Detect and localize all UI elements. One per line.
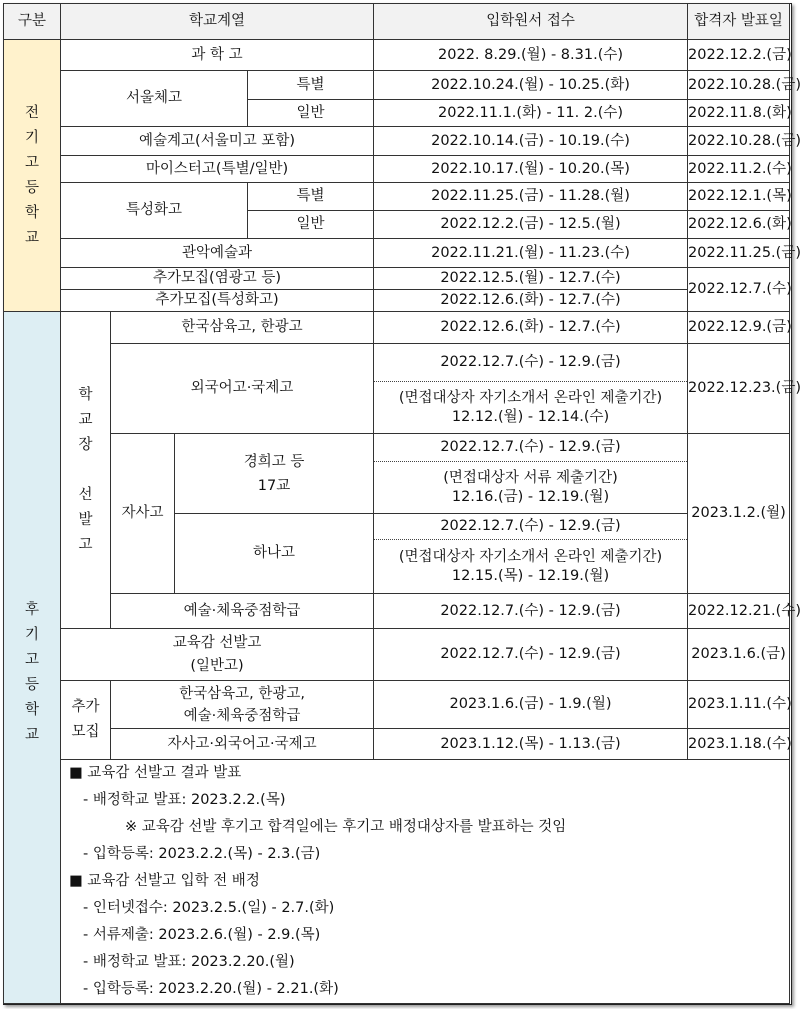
notes-row (4, 760, 790, 1004)
application-period: 2022.12.6.(화) - 12.7.(수) (374, 290, 688, 312)
announce-date: 2022.11.2.(수) (688, 156, 790, 183)
school-name: 한국삼육고, 한광고, 예술·체육중점학급 (111, 681, 374, 729)
jasago-label: 자사고 (111, 434, 175, 594)
notes-cell (61, 760, 790, 1004)
note-item: - 배정학교 발표: 2023.2.2.(목) (83, 792, 286, 808)
announce-date: 2022.11.8.(화) (688, 100, 790, 127)
school-name: 관악예술과 (61, 239, 374, 268)
school-group: 특성화고 (61, 183, 248, 239)
announce-date: 2023.1.6.(금) (688, 629, 790, 681)
document-period (374, 382, 688, 434)
table-row (4, 434, 790, 462)
school-name: 외국어고·국제고 (111, 344, 374, 434)
document-period-label: (면접대상자 서류 제출기간) (443, 469, 618, 486)
school-subtype: 일반 (248, 100, 374, 127)
application-period: 2022.12.7.(수) - 12.9.(금) (374, 594, 688, 629)
note-remark: ※ 교육감 선발 후기고 합격일에는 후기고 배정대상자를 발표하는 것임 (125, 819, 567, 835)
school-name: 추가모집(염광고 등) (61, 268, 374, 290)
application-period: 2022.12.7.(수) - 12.9.(금) (374, 514, 688, 540)
table-row (4, 156, 790, 183)
principal-selection-label: 학 교 장 선 발 고 (61, 312, 111, 629)
note-item: - 입학등록: 2023.2.2.(목) - 2.3.(금) (83, 846, 321, 862)
school-name: 교육감 선발고 (일반고) (61, 629, 374, 681)
application-period: 2022.12.2.(금) - 12.5.(월) (374, 211, 688, 239)
table-row (4, 344, 790, 382)
school-name: 추가모집(특성화고) (61, 290, 374, 312)
school-name: 한국삼육고, 한광고 (111, 312, 374, 344)
announce-date: 2022.12.21.(수) (688, 594, 790, 629)
school-subtype: 일반 (248, 211, 374, 239)
header-gubun: 구분 (4, 4, 61, 40)
announce-date: 2022.10.28.(금) (688, 71, 790, 100)
announce-date: 2022.12.9.(금) (688, 312, 790, 344)
header-school-type: 학교계열 (61, 4, 374, 40)
application-period: 2023.1.6.(금) - 1.9.(월) (374, 681, 688, 729)
announce-date: 2022.12.2.(금) (688, 40, 790, 71)
note-item: - 인터넷접수: 2023.2.5.(일) - 2.7.(화) (83, 900, 335, 916)
note-item: - 서류제출: 2023.2.6.(월) - 2.9.(목) (83, 927, 321, 943)
announce-date: 2023.1.2.(월) (688, 434, 790, 594)
announce-date: 2022.11.25.(금) (688, 239, 790, 268)
application-period: 2022.10.17.(월) - 10.20.(목) (374, 156, 688, 183)
table-row (4, 71, 790, 100)
document-period-dates: 12.15.(목) - 12.19.(월) (451, 567, 610, 584)
note-heading: ■ 교육감 선발고 입학 전 배정 (69, 873, 260, 889)
document-period (374, 540, 688, 594)
announce-date: 2022.12.1.(목) (688, 183, 790, 211)
extra-recruit-label: 추가 모집 (61, 681, 111, 760)
application-period: 2022.11.21.(월) - 11.23.(수) (374, 239, 688, 268)
document-period-label: (면접대상자 자기소개서 온라인 제출기간) (398, 389, 663, 406)
application-period: 2022.11.25.(금) - 11.28.(월) (374, 183, 688, 211)
table-row (4, 127, 790, 156)
application-period: 2022.10.24.(월) - 10.25.(화) (374, 71, 688, 100)
announce-date: 2022.12.7.(수) (688, 268, 790, 312)
school-name: 예술계고(서울미고 포함) (61, 127, 374, 156)
school-name: 자사고·외국어고·국제고 (111, 729, 374, 760)
announce-date: 2022.12.23.(금) (688, 344, 790, 434)
school-name: 경희고 등 17교 (175, 434, 374, 514)
document-period-dates: 12.16.(금) - 12.19.(월) (451, 488, 610, 505)
note-heading: ■ 교육감 선발고 결과 발표 (69, 765, 242, 781)
application-period: 2022. 8.29.(월) - 8.31.(수) (374, 40, 688, 71)
school-subtype: 특별 (248, 71, 374, 100)
table-row (4, 629, 790, 681)
school-name: 하나고 (175, 514, 374, 594)
school-name: 예술·체육중점학급 (111, 594, 374, 629)
table-row (4, 681, 790, 729)
application-period: 2022.12.7.(수) - 12.9.(금) (374, 629, 688, 681)
table-row (4, 183, 790, 211)
application-period: 2022.12.6.(화) - 12.7.(수) (374, 312, 688, 344)
school-name: 마이스터고(특별/일반) (61, 156, 374, 183)
table-row (4, 312, 790, 344)
header-announce: 합격자 발표일 (688, 4, 790, 40)
school-subtype: 특별 (248, 183, 374, 211)
table-row (4, 729, 790, 760)
document-period-label: (면접대상자 자기소개서 온라인 제출기간) (398, 548, 663, 565)
note-item: - 배정학교 발표: 2023.2.20.(월) (83, 954, 295, 970)
announce-date: 2023.1.18.(수) (688, 729, 790, 760)
application-period: 2022.12.5.(월) - 12.7.(수) (374, 268, 688, 290)
application-period: 2022.11.1.(화) - 11. 2.(수) (374, 100, 688, 127)
application-period: 2022.10.14.(금) - 10.19.(수) (374, 127, 688, 156)
table-row (4, 239, 790, 268)
note-item: - 입학등록: 2023.2.20.(월) - 2.21.(화) (83, 981, 339, 997)
application-period: 2022.12.7.(수) - 12.9.(금) (374, 434, 688, 462)
table-row (4, 290, 790, 312)
late-school-label: 후 기 고 등 학 교 (4, 312, 61, 1004)
header-row (4, 4, 790, 40)
school-group: 서울체고 (61, 71, 248, 127)
announce-date: 2022.12.6.(화) (688, 211, 790, 239)
admission-schedule-table (3, 3, 801, 1004)
school-name: 과 학 고 (61, 40, 374, 71)
application-period: 2022.12.7.(수) - 12.9.(금) (374, 344, 688, 382)
header-application: 입학원서 접수 (374, 4, 688, 40)
document-period-dates: 12.12.(월) - 12.14.(수) (451, 408, 610, 425)
table-row (4, 594, 790, 629)
announce-date: 2023.1.11.(수) (688, 681, 790, 729)
early-school-label: 전 기 고 등 학 교 (4, 40, 61, 312)
document-period (374, 462, 688, 514)
announce-date: 2022.10.28.(금) (688, 127, 790, 156)
table-row (4, 268, 790, 290)
table-row (4, 40, 790, 71)
application-period: 2023.1.12.(목) - 1.13.(금) (374, 729, 688, 760)
